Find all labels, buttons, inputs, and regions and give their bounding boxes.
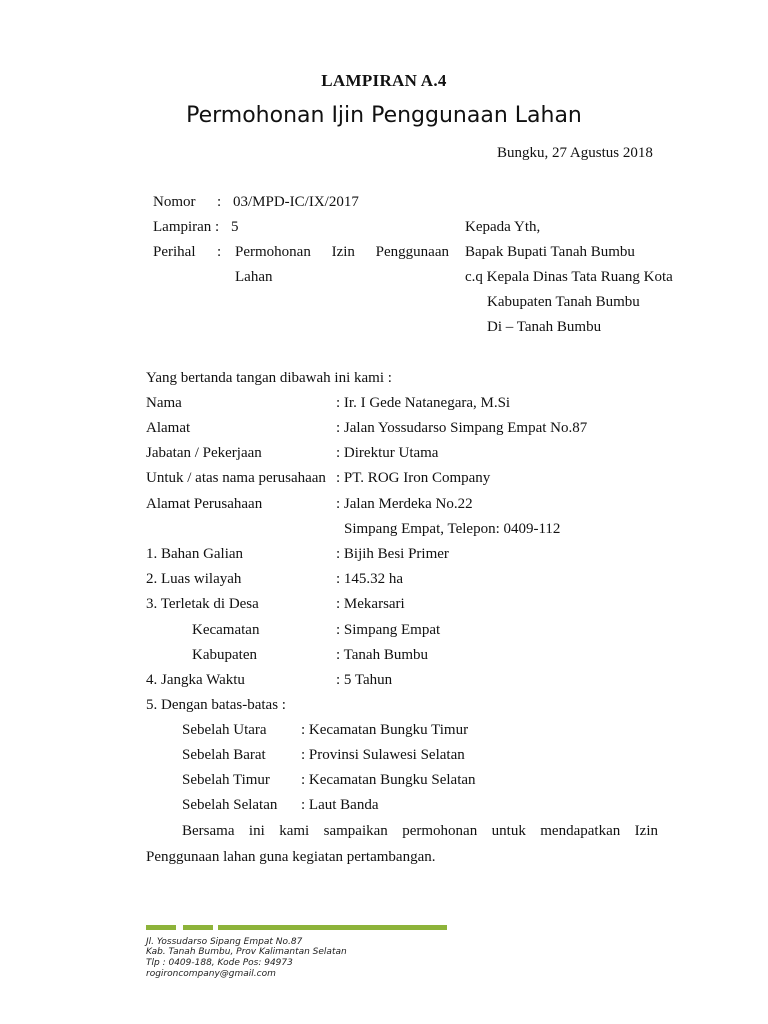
field-value: : 5 Tahun — [336, 672, 393, 688]
recipient-line: Kabupaten Tanah Bumbu — [487, 294, 640, 310]
field-label: Jabatan / Pekerjaan — [146, 445, 262, 461]
perihal-word: Permohonan — [235, 244, 311, 260]
field-label: Nama — [146, 395, 182, 411]
closing-line-2: Penggunaan lahan guna kegiatan pertambangan. — [146, 849, 436, 865]
recipient-line: c.q Kepala Dinas Tata Ruang Kota — [465, 269, 673, 285]
perihal-line-2: Lahan — [235, 269, 273, 285]
boundary-value: : Kecamatan Bungku Timur — [301, 722, 469, 738]
field-value: : Jalan Yossudarso Simpang Empat No.87 — [336, 420, 588, 436]
field-label: Kabupaten — [192, 647, 257, 663]
footer-email: rogironcompany@gmail.com — [146, 969, 276, 979]
boundary-value: : Kecamatan Bungku Selatan — [301, 772, 476, 788]
field-label: 2. Luas wilayah — [146, 571, 242, 587]
lampiran-value: 5 — [231, 219, 239, 235]
boundary-value: : Laut Banda — [301, 797, 379, 813]
nomor-label: Nomor — [153, 194, 196, 210]
nomor-colon: : — [217, 194, 222, 210]
boundary-label: Sebelah Utara — [182, 722, 267, 738]
page-title: Permohonan Ijin Penggunaan Lahan — [186, 103, 582, 128]
field-value: : Simpang Empat — [336, 622, 441, 638]
lampiran-label: Lampiran : — [153, 219, 220, 235]
footer-bar — [146, 925, 176, 930]
footer-address-1: Jl. Yossudarso Sipang Empat No.87 — [146, 937, 303, 947]
field-label: Untuk / atas nama perusahaan — [146, 470, 326, 486]
footer-bar — [183, 925, 213, 930]
field-value-continued: Simpang Empat, Telepon: 0409-112 — [344, 521, 561, 537]
field-value: : Mekarsari — [336, 596, 405, 612]
perihal-word: Penggunaan — [375, 244, 449, 260]
footer-bar — [218, 925, 447, 930]
intro-text: Yang bertanda tangan dibawah ini kami : — [146, 370, 392, 386]
boundary-label: Sebelah Timur — [182, 772, 270, 788]
field-value: : Bijih Besi Primer — [336, 546, 449, 562]
footer-phone: Tlp : 0409-188, Kode Pos: 94973 — [146, 958, 293, 968]
boundary-label: Sebelah Selatan — [182, 797, 278, 813]
perihal-colon: : — [217, 244, 222, 260]
perihal-label: Perihal — [153, 244, 196, 260]
nomor-value: 03/MPD-IC/IX/2017 — [233, 194, 359, 210]
field-label: 3. Terletak di Desa — [146, 596, 259, 612]
field-value: : 145.32 ha — [336, 571, 404, 587]
boundary-label: Sebelah Barat — [182, 747, 266, 763]
field-label: Alamat — [146, 420, 191, 436]
perihal-line-1 — [235, 243, 449, 261]
field-value: : Tanah Bumbu — [336, 647, 428, 663]
field-value: : Jalan Merdeka No.22 — [336, 496, 473, 512]
field-label: 4. Jangka Waktu — [146, 672, 245, 688]
field-value: : PT. ROG Iron Company — [336, 470, 491, 486]
closing-line-1: Bersama ini kami sampaikan permohonan untuk mendapatkan Izin — [182, 823, 658, 839]
field-value: : Direktur Utama — [336, 445, 439, 461]
boundary-value: : Provinsi Sulawesi Selatan — [301, 747, 465, 763]
recipient-line: Di – Tanah Bumbu — [487, 319, 602, 335]
footer-address-2: Kab. Tanah Bumbu, Prov Kalimantan Selatan — [146, 947, 347, 957]
place-date: Bungku, 27 Agustus 2018 — [497, 145, 653, 161]
field-value: : Ir. I Gede Natanegara, M.Si — [336, 395, 511, 411]
boundaries-heading: 5. Dengan batas-batas : — [146, 697, 286, 713]
recipient-line: Bapak Bupati Tanah Bumbu — [465, 244, 635, 260]
perihal-word: Izin — [331, 244, 355, 260]
field-label: 1. Bahan Galian — [146, 546, 244, 562]
field-label: Alamat Perusahaan — [146, 496, 263, 512]
appendix-label: LAMPIRAN A.4 — [321, 71, 447, 90]
field-label: Kecamatan — [192, 622, 260, 638]
recipient-line: Kepada Yth, — [465, 219, 541, 235]
